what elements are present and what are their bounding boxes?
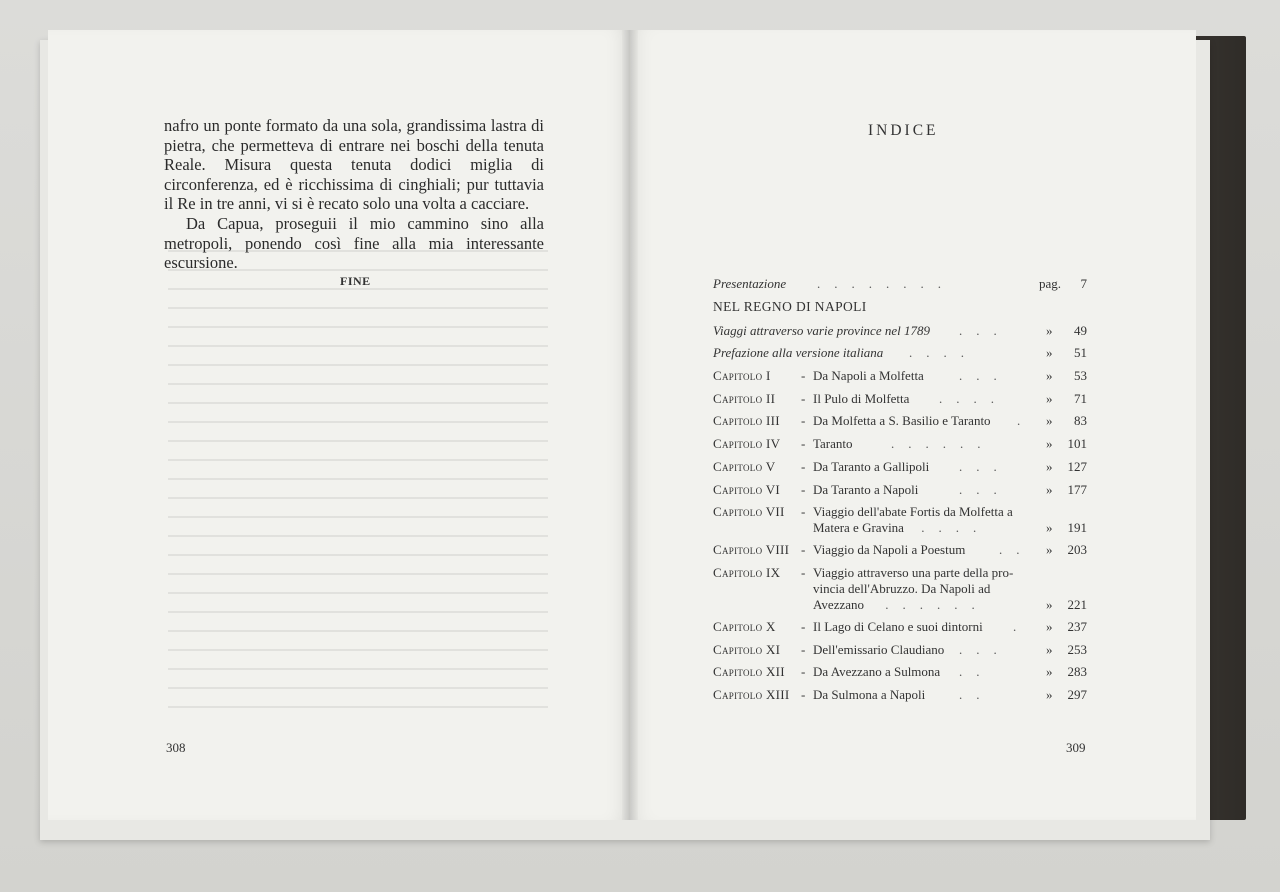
show-through-text xyxy=(168,250,548,720)
chapter-number: Capitolo VI xyxy=(713,481,781,497)
chapter-title-line: Avezzano xyxy=(813,596,865,612)
chapter-title: Taranto xyxy=(813,436,853,452)
toc-chapter xyxy=(713,664,1093,687)
toc-chapter xyxy=(713,368,1093,391)
leader-dots: ... xyxy=(959,458,1011,474)
toc-prefix: » xyxy=(1046,368,1053,384)
index-title: INDICE xyxy=(868,122,939,139)
toc-page: 221 xyxy=(1067,596,1087,612)
toc-prefix: » xyxy=(1046,664,1053,680)
dash: - xyxy=(801,542,806,558)
toc-page: 127 xyxy=(1067,458,1087,474)
toc-prefix: » xyxy=(1046,481,1053,497)
dash: - xyxy=(801,390,806,406)
toc-prefix: » xyxy=(1046,542,1053,558)
leader-dots: .. xyxy=(999,542,1034,558)
toc-chapter xyxy=(713,413,1093,436)
toc-prefix: » xyxy=(1046,436,1053,452)
toc-chapter xyxy=(713,459,1093,482)
chapter-title: Da Taranto a Napoli xyxy=(813,481,919,497)
page-number-left: 308 xyxy=(166,740,186,755)
toc-page: 253 xyxy=(1067,641,1087,657)
book-gutter xyxy=(622,30,638,820)
section-heading: NEL REGNO DI NAPOLI xyxy=(713,298,867,314)
toc-prefix: » xyxy=(1046,686,1053,702)
leader-dots: .. xyxy=(959,686,994,702)
toc-entry xyxy=(713,345,1093,368)
toc-chapter xyxy=(713,619,1093,642)
toc-label: Presentazione xyxy=(713,276,787,291)
chapter-title: Da Taranto a Gallipoli xyxy=(813,458,930,474)
chapter-title-line: Viaggio dell'abate Fortis da Molfetta a xyxy=(813,504,1013,520)
leader-dots: . xyxy=(1017,413,1035,429)
toc-chapter xyxy=(713,391,1093,414)
leader-dots: ........ xyxy=(817,276,955,291)
chapter-title xyxy=(813,565,1031,613)
leader-dots: .. xyxy=(959,664,994,680)
toc-page: 71 xyxy=(1074,390,1087,406)
leader-dots: ...... xyxy=(891,436,995,452)
toc-prefix: » xyxy=(1046,596,1053,612)
toc-page: 283 xyxy=(1067,664,1087,680)
chapter-number: Capitolo XII xyxy=(713,664,785,680)
dash: - xyxy=(801,436,806,452)
left-page-body xyxy=(164,116,544,273)
chapter-number: Capitolo II xyxy=(713,390,776,406)
chapter-number: Capitolo IX xyxy=(713,564,781,580)
toc-label: Prefazione alla versione italiana xyxy=(713,345,884,361)
toc-prefix: » xyxy=(1046,345,1053,361)
leader-dots: .... xyxy=(921,520,991,536)
toc-page: 297 xyxy=(1067,686,1087,702)
dash: - xyxy=(801,564,806,580)
dash: - xyxy=(801,481,806,497)
toc-chapter xyxy=(713,642,1093,665)
chapter-title: Viaggio da Napoli a Poestum xyxy=(813,542,966,558)
toc-prefix: » xyxy=(1046,641,1053,657)
chapter-title: Dell'emissario Claudiano xyxy=(813,641,945,657)
toc-prefix: » xyxy=(1046,618,1053,634)
end-mark: FINE xyxy=(340,274,371,288)
chapter-title: Da Molfetta a S. Basilio e Taranto xyxy=(813,413,991,429)
toc-prefix: » xyxy=(1046,322,1053,338)
toc-page: 49 xyxy=(1074,322,1087,338)
chapter-number: Capitolo XIII xyxy=(713,686,790,702)
dash: - xyxy=(801,686,806,702)
toc-entry xyxy=(713,276,1093,299)
toc-page: 51 xyxy=(1074,345,1087,361)
leader-dots: ... xyxy=(959,322,1011,338)
toc-page: 191 xyxy=(1067,520,1087,536)
chapter-title: Da Sulmona a Napoli xyxy=(813,686,926,702)
chapter-title-line: Matera e Gravina xyxy=(813,520,904,536)
paragraph: nafro un ponte formato da una sola, grandissima lastra di pietra, che permetteva di entrare nei boschi della tenuta Reale. Misura questa tenuta dodici miglia di circonferenza, ed è ricchissima di cinghiali; pur tuttavia il Re in tre anni, vi si è recato solo una volta a cacciare. xyxy=(164,116,544,214)
leader-dots: ...... xyxy=(885,596,989,612)
chapter-title-line: Viaggio attraverso una parte della pro- xyxy=(813,564,1014,580)
leader-dots: ... xyxy=(959,481,1011,497)
dash: - xyxy=(801,458,806,474)
toc-page: 203 xyxy=(1067,542,1087,558)
toc-chapter xyxy=(713,687,1093,710)
dash: - xyxy=(801,368,806,384)
toc-prefix: » xyxy=(1046,413,1053,429)
chapter-title: Il Pulo di Molfetta xyxy=(813,390,910,406)
leader-dots: ... xyxy=(959,368,1011,384)
table-of-contents xyxy=(713,276,1093,710)
toc-page: 53 xyxy=(1074,368,1087,384)
toc-prefix: pag. xyxy=(1039,276,1062,291)
leader-dots: . xyxy=(1013,618,1031,634)
leader-dots: .... xyxy=(909,345,978,361)
toc-prefix: » xyxy=(1046,458,1053,474)
toc-prefix: » xyxy=(1046,520,1053,536)
toc-page: 101 xyxy=(1067,436,1087,452)
chapter-number: Capitolo XI xyxy=(713,641,781,657)
chapter-number: Capitolo VIII xyxy=(713,542,790,558)
toc-section-heading xyxy=(713,299,1093,323)
leader-dots: .... xyxy=(939,390,1008,406)
toc-page: 237 xyxy=(1067,618,1087,634)
dash: - xyxy=(801,504,806,520)
chapter-number: Capitolo V xyxy=(713,458,776,474)
toc-prefix: » xyxy=(1046,390,1053,406)
toc-label: Viaggi attraverso varie province nel 1789 xyxy=(713,322,930,338)
dash: - xyxy=(801,413,806,429)
toc-chapter xyxy=(713,504,1093,542)
chapter-number: Capitolo VII xyxy=(713,504,785,520)
chapter-title: Il Lago di Celano e suoi dintorni xyxy=(813,618,983,634)
toc-page: 83 xyxy=(1074,413,1087,429)
chapter-title: Da Napoli a Molfetta xyxy=(813,368,924,384)
chapter-title xyxy=(813,504,1031,536)
page-number-right: 309 xyxy=(1066,740,1086,755)
paragraph: Da Capua, proseguii il mio cammino sino alla metropoli, ponendo così fine alla mia interessante escursione. xyxy=(164,213,544,273)
toc-chapter xyxy=(713,436,1093,459)
toc-page: 7 xyxy=(1080,276,1087,291)
chapter-number: Capitolo III xyxy=(713,413,780,429)
chapter-title-line: vincia dell'Abruzzo. Da Napoli ad xyxy=(813,580,991,596)
toc-chapter xyxy=(713,482,1093,505)
dash: - xyxy=(801,664,806,680)
toc-chapter xyxy=(713,565,1093,619)
chapter-number: Capitolo IV xyxy=(713,436,781,452)
toc-entry xyxy=(713,323,1093,346)
leader-dots: ... xyxy=(959,641,1011,657)
dash: - xyxy=(801,618,806,634)
toc-page: 177 xyxy=(1067,481,1087,497)
dash: - xyxy=(801,641,806,657)
chapter-number: Capitolo I xyxy=(713,368,771,384)
chapter-number: Capitolo X xyxy=(713,618,776,634)
toc-chapter xyxy=(713,542,1093,565)
chapter-title: Da Avezzano a Sulmona xyxy=(813,664,941,680)
